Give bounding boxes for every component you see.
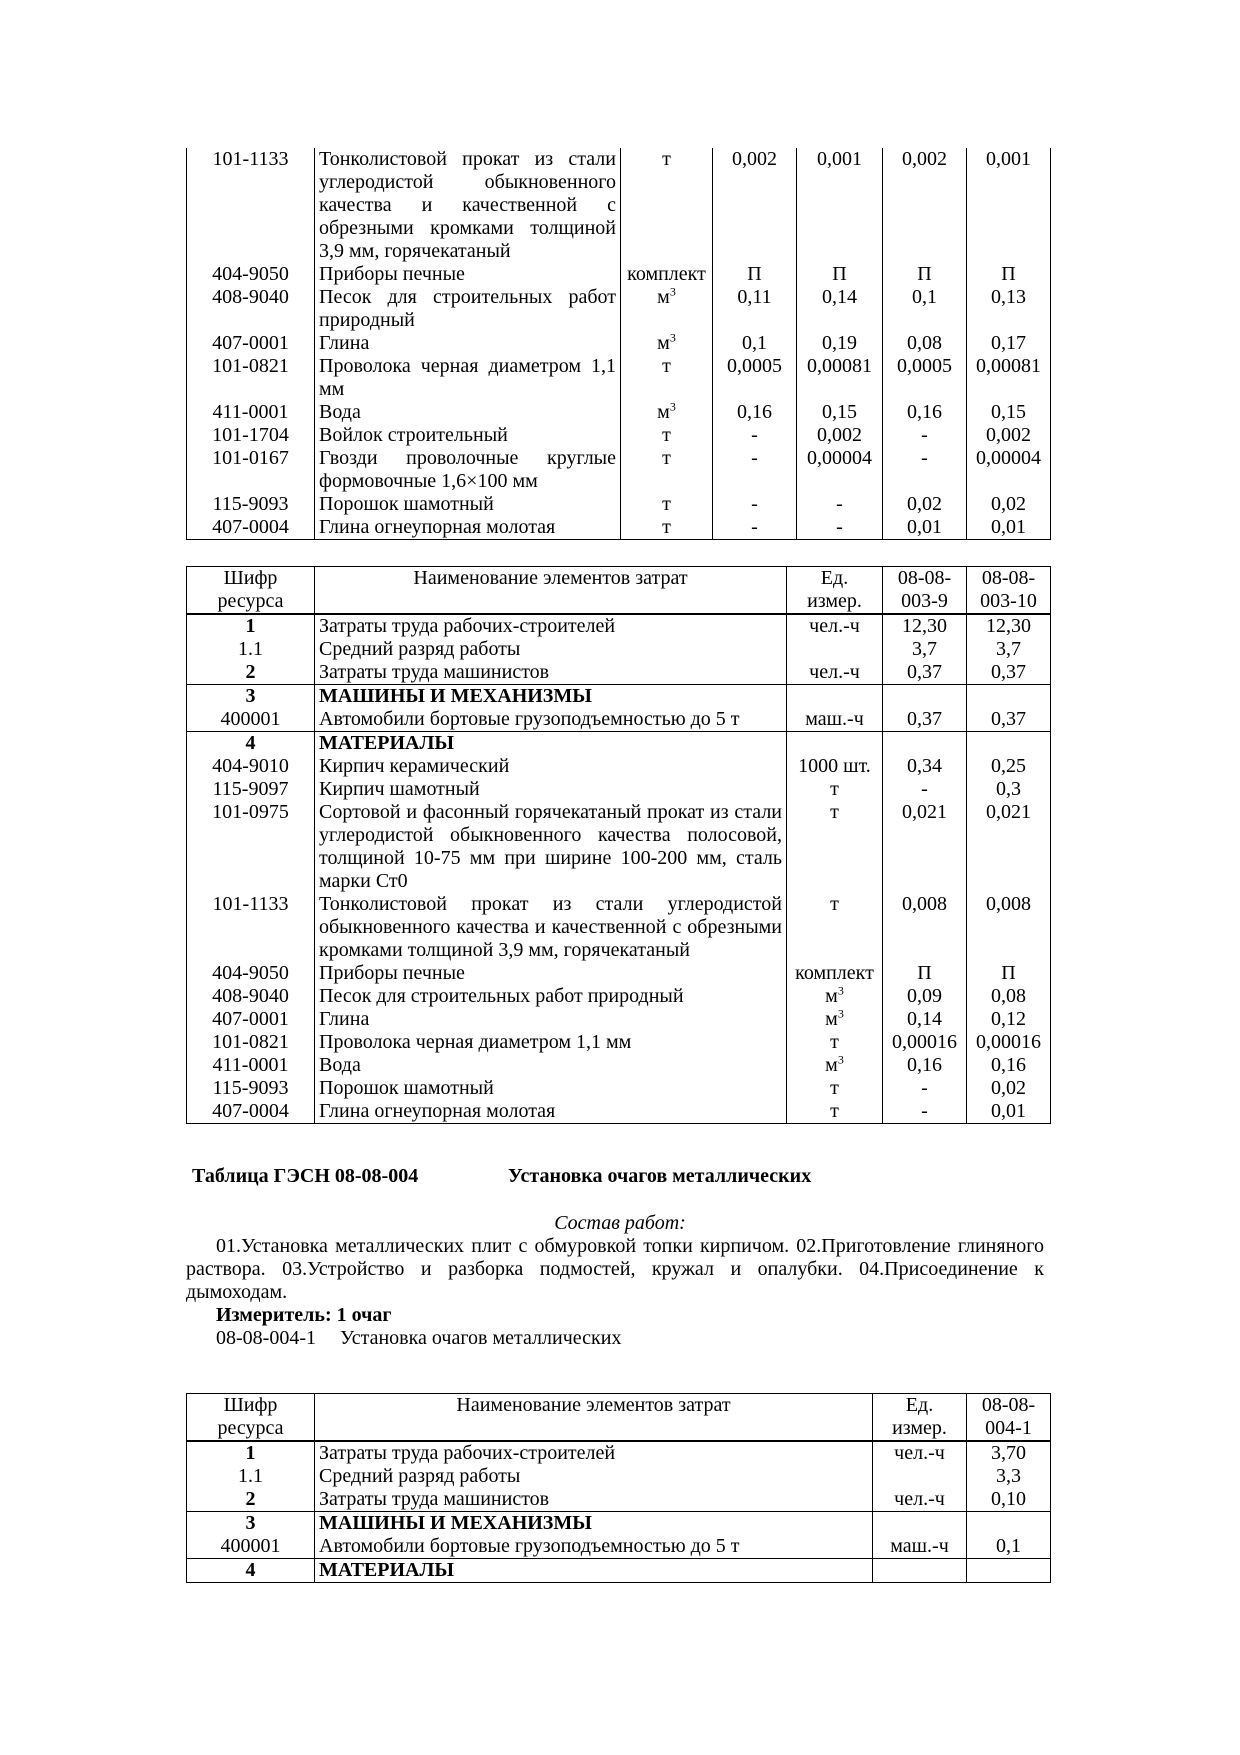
resource-name: Затраты труда рабочих-строителей	[315, 1441, 873, 1465]
norm-value-2: 0,02	[967, 1077, 1051, 1100]
resource-code: 4	[187, 732, 315, 756]
norm-value-2: 0,15	[797, 401, 883, 424]
norm-value-1	[967, 1512, 1051, 1536]
resource-code: 404-9050	[212, 263, 289, 285]
norm-value-2	[967, 732, 1051, 756]
resource-unit: чел.-ч	[787, 661, 883, 685]
norm-value-2: 0,08	[967, 985, 1051, 1008]
table-row	[187, 614, 1051, 638]
norm-value-1: -	[883, 778, 967, 801]
norm-value-1: 0,16	[713, 401, 797, 424]
table-header-row	[187, 1394, 1051, 1442]
norm-value-4: 0,15	[967, 401, 1051, 424]
table-row	[187, 778, 1051, 801]
resource-code: 101-1133	[187, 893, 315, 962]
resource-code: 101-0821	[187, 1031, 315, 1054]
norm-value-1	[883, 732, 967, 756]
resource-unit: $м^3$	[787, 985, 883, 1008]
norm-line	[216, 1327, 621, 1350]
norm-value-1: 0,34	[883, 755, 967, 778]
norm-value-1: 0,1	[713, 332, 797, 355]
norm-value-1: 0,0005	[713, 355, 797, 401]
norm-value-1: 0,00016	[883, 1031, 967, 1054]
resource-code: 115-9097	[187, 778, 315, 801]
resource-unit	[787, 732, 883, 756]
resource-unit: маш.-ч	[873, 1535, 967, 1559]
resource-code: 1.1	[187, 638, 315, 661]
resource-name: Тонколистовой прокат из стали углеродистой обыкновенного качества и качественной с обрезными кромками толщиной 3,9 мм, горячекатаный	[315, 893, 787, 962]
table-row	[187, 708, 1051, 732]
table-row	[187, 1008, 1051, 1031]
resource-code: 404-9050	[187, 962, 315, 985]
norm-value-2: 0,12	[967, 1008, 1051, 1031]
measure-unit: Измеритель: 1 очаг	[216, 1304, 392, 1326]
table-row	[187, 962, 1051, 985]
resource-code: 400001	[187, 1535, 315, 1559]
table-row	[187, 1488, 1051, 1512]
table-row	[187, 661, 1051, 685]
norm-value-1: 0,11	[713, 286, 797, 332]
resource-code: 408-9040	[187, 985, 315, 1008]
norm-value-2: 0,37	[967, 661, 1051, 685]
resource-name: Песок для строительных работ природный	[315, 286, 621, 332]
resource-code: 407-0001	[187, 1008, 315, 1031]
resource-name: Средний разряд работы	[315, 638, 787, 661]
resource-unit: $м^3$	[787, 1008, 883, 1031]
norm-value-1: 3,70	[967, 1441, 1051, 1465]
table-row	[187, 1441, 1051, 1465]
norm-value-1: -	[883, 1100, 967, 1124]
resource-code: 400001	[187, 708, 315, 732]
resource-unit: $м^3$	[621, 401, 713, 424]
table-row	[187, 1100, 1051, 1124]
norm-value-3: 0,002	[883, 148, 967, 263]
table-row	[187, 148, 1051, 263]
section-row	[187, 1559, 1051, 1583]
resource-code: 101-0975	[187, 801, 315, 893]
resource-name: Глина	[315, 1008, 787, 1031]
resource-unit: чел.-ч	[873, 1441, 967, 1465]
table-row	[187, 638, 1051, 661]
resource-name: Затраты труда рабочих-строителей	[315, 614, 787, 638]
resource-unit: т	[787, 1077, 883, 1100]
resource-name: Затраты труда машинистов	[315, 1488, 873, 1512]
norm-value-3: -	[883, 447, 967, 493]
header-name: Наименование элементов затрат	[315, 567, 787, 615]
header-norm-1: 08-08-003-9	[883, 567, 967, 615]
norm-value-2: П	[797, 263, 883, 286]
resource-code: 2	[187, 661, 315, 685]
resource-name: Проволока черная диаметром 1,1 мм	[315, 355, 621, 401]
resource-code: 1	[187, 614, 315, 638]
resource-code: 4	[187, 1559, 315, 1583]
norm-value-2: 0,16	[967, 1054, 1051, 1077]
resource-name: Войлок строительный	[315, 424, 621, 447]
works-description: 01.Установка металлических плит с обмуровкой топки кирпичом. 02.Приготовление глиняного раствора. 03.Устройство и разборка подмостей, кружал и опалубки. 04.Присоединение к дымоходам.	[186, 1235, 1044, 1303]
resource-name: Приборы печные	[315, 962, 787, 985]
resource-unit: маш.-ч	[787, 708, 883, 732]
norm-value-1: П	[713, 263, 797, 286]
norm-value-2: -	[797, 516, 883, 540]
table-row	[187, 1535, 1051, 1559]
resource-unit: т	[621, 493, 713, 516]
norm-value-2	[967, 685, 1051, 709]
norm-code: 08-08-004-1	[216, 1327, 316, 1349]
norm-value-2: 12,30	[967, 614, 1051, 638]
resource-unit: $м^3$	[621, 332, 713, 355]
table-row	[187, 447, 1051, 493]
resource-code: 101-1133	[212, 148, 289, 170]
norm-value-2: 0,021	[967, 801, 1051, 893]
resource-name: Глина огнеупорная молотая	[315, 516, 621, 540]
section-row	[187, 685, 1051, 709]
norm-value-1: 3,7	[883, 638, 967, 661]
table-row	[187, 332, 1051, 355]
resource-unit: т	[621, 355, 713, 401]
table-row	[187, 1465, 1051, 1488]
norm-value-2: 0,00004	[797, 447, 883, 493]
table-row	[187, 263, 1051, 286]
table-row	[187, 1031, 1051, 1054]
resource-code: 101-0167	[212, 447, 289, 469]
table-row	[187, 1077, 1051, 1100]
resource-name: Вода	[315, 401, 621, 424]
norm-value-1: 0,1	[967, 1535, 1051, 1559]
resource-code: 1	[187, 1441, 315, 1465]
resource-unit: $м^3$	[621, 286, 713, 332]
header-norm-1: 08-08-004-1	[967, 1394, 1051, 1442]
resource-code: 404-9010	[187, 755, 315, 778]
resource-name: Кирпич шамотный	[315, 778, 787, 801]
norm-value-4: 0,00081	[967, 355, 1051, 401]
norm-value-4: 0,02	[967, 493, 1051, 516]
norm-value-3: 0,01	[883, 516, 967, 540]
resource-unit	[787, 685, 883, 709]
norm-value-2: П	[967, 962, 1051, 985]
norm-value-4: 0,002	[967, 424, 1051, 447]
resource-code: 411-0001	[212, 401, 289, 423]
norm-value-1: 12,30	[883, 614, 967, 638]
table-header-row	[187, 567, 1051, 615]
works-label: Состав работ:	[554, 1212, 686, 1234]
norm-value-2: 0,14	[797, 286, 883, 332]
header-code: Шифр ресурса	[187, 567, 315, 615]
norm-value-3: 0,02	[883, 493, 967, 516]
resource-code: 1.1	[187, 1465, 315, 1488]
resource-name: Тонколистовой прокат из стали углеродистой обыкновенного качества и качественной с обрезными кромками толщиной 3,9 мм, горячекатаный	[315, 148, 621, 263]
norm-value-1: -	[713, 424, 797, 447]
resource-unit: т	[787, 801, 883, 893]
norm-value-1: 0,021	[883, 801, 967, 893]
norm-value-2: 0,37	[967, 708, 1051, 732]
norm-value-3: 0,1	[883, 286, 967, 332]
resource-code: 3	[187, 685, 315, 709]
table-row	[187, 401, 1051, 424]
header-unit: Ед. измер.	[873, 1394, 967, 1442]
resource-unit: чел.-ч	[787, 614, 883, 638]
resource-code: 115-9093	[212, 493, 289, 515]
resource-name: Автомобили бортовые грузоподъемностью до 5 т	[315, 1535, 873, 1559]
norm-value-1: -	[883, 1077, 967, 1100]
resource-name: Глина огнеупорная молотая	[315, 1100, 787, 1124]
resource-name: Автомобили бортовые грузоподъемностью до 5 т	[315, 708, 787, 732]
resource-name: МАТЕРИАЛЫ	[315, 732, 787, 756]
resource-unit	[873, 1512, 967, 1536]
resource-name: Проволока черная диаметром 1,1 мм	[315, 1031, 787, 1054]
norm-name: Установка очагов металлических	[339, 1327, 622, 1349]
resource-code: 411-0001	[187, 1054, 315, 1077]
resource-name: Затраты труда машинистов	[315, 661, 787, 685]
resource-unit: комплект	[621, 263, 713, 286]
resource-name: Гвозди проволочные круглые формовочные 1,6×100 мм	[315, 447, 621, 493]
resource-name: Порошок шамотный	[315, 493, 621, 516]
norm-value-3: 0,16	[883, 401, 967, 424]
norm-value-1: -	[713, 493, 797, 516]
norm-value-1: 0,37	[883, 661, 967, 685]
resource-unit: т	[621, 424, 713, 447]
resource-unit	[787, 638, 883, 661]
table-code: Таблица ГЭСН 08-08-004	[192, 1165, 419, 1187]
resource-name: Глина	[315, 332, 621, 355]
table-row	[187, 1054, 1051, 1077]
norm-value-4: 0,17	[967, 332, 1051, 355]
header-unit: Ед. измер.	[787, 567, 883, 615]
resource-unit	[873, 1559, 967, 1583]
resource-unit: 1000 шт.	[787, 755, 883, 778]
resource-table-08-08-004	[186, 1393, 1051, 1583]
norm-value-1: 3,3	[967, 1465, 1051, 1488]
norm-value-1: 0,002	[713, 148, 797, 263]
table-row	[187, 516, 1051, 540]
resource-unit: т	[787, 893, 883, 962]
resource-name: МАШИНЫ И МЕХАНИЗМЫ	[315, 1512, 873, 1536]
norm-value-1: 0,37	[883, 708, 967, 732]
resource-name: МАТЕРИАЛЫ	[315, 1559, 873, 1583]
norm-value-4: П	[967, 263, 1051, 286]
norm-value-1: П	[883, 962, 967, 985]
resource-unit: т	[621, 148, 713, 263]
norm-value-2: 3,7	[967, 638, 1051, 661]
resource-unit: т	[787, 778, 883, 801]
norm-value-2: 0,00016	[967, 1031, 1051, 1054]
norm-value-3: 0,0005	[883, 355, 967, 401]
norm-value-3: П	[883, 263, 967, 286]
table-row	[187, 801, 1051, 893]
table-name: Установка очагов металлических	[508, 1165, 812, 1187]
table-row	[187, 355, 1051, 401]
norm-value-2: -	[797, 493, 883, 516]
norm-value-4: 0,00004	[967, 447, 1051, 493]
section-row	[187, 1512, 1051, 1536]
table-row	[187, 893, 1051, 962]
resource-code: 101-1704	[212, 424, 289, 446]
resource-name: Порошок шамотный	[315, 1077, 787, 1100]
resource-code: 115-9093	[187, 1077, 315, 1100]
norm-value-1: 0,10	[967, 1488, 1051, 1512]
norm-value-1: 0,16	[883, 1054, 967, 1077]
resource-code: 407-0004	[187, 1100, 315, 1124]
norm-value-2: 0,3	[967, 778, 1051, 801]
norm-value-2: 0,001	[797, 148, 883, 263]
header-code: Шифр ресурса	[187, 1394, 315, 1442]
resource-name: Средний разряд работы	[315, 1465, 873, 1488]
resource-code: 408-9040	[212, 286, 289, 308]
norm-value-1: 0,09	[883, 985, 967, 1008]
resource-unit: чел.-ч	[873, 1488, 967, 1512]
table-row	[187, 755, 1051, 778]
resource-table-continuation	[186, 148, 1051, 540]
resource-name: Приборы печные	[315, 263, 621, 286]
resource-name: Кирпич керамический	[315, 755, 787, 778]
resource-name: Вода	[315, 1054, 787, 1077]
resource-code: 407-0004	[212, 516, 289, 538]
resource-unit: т	[787, 1031, 883, 1054]
resource-table-08-08-003	[186, 566, 1051, 1124]
resource-unit: комплект	[787, 962, 883, 985]
table-row	[187, 286, 1051, 332]
resource-name: Песок для строительных работ природный	[315, 985, 787, 1008]
resource-name: МАШИНЫ И МЕХАНИЗМЫ	[315, 685, 787, 709]
norm-value-2: 0,01	[967, 1100, 1051, 1124]
norm-value-1	[967, 1559, 1051, 1583]
table-row	[187, 493, 1051, 516]
resource-unit: $м^3$	[787, 1054, 883, 1077]
norm-value-1: -	[713, 447, 797, 493]
header-norm-2: 08-08-003-10	[967, 567, 1051, 615]
norm-value-4: 0,13	[967, 286, 1051, 332]
norm-value-2: 0,008	[967, 893, 1051, 962]
resource-code: 3	[187, 1512, 315, 1536]
resource-unit: т	[787, 1100, 883, 1124]
norm-value-1	[883, 685, 967, 709]
section-row	[187, 732, 1051, 756]
norm-value-2: 0,002	[797, 424, 883, 447]
norm-value-4: 0,001	[967, 148, 1051, 263]
resource-name: Сортовой и фасонный горячекатаный прокат из стали углеродистой обыкновенного качества полосовой, толщиной 10-75 мм при ширине 100-200 мм, сталь марки Ст0	[315, 801, 787, 893]
resource-code: 407-0001	[212, 332, 289, 354]
norm-value-3: -	[883, 424, 967, 447]
resource-unit	[873, 1465, 967, 1488]
header-name: Наименование элементов затрат	[315, 1394, 873, 1442]
table-row	[187, 424, 1051, 447]
resource-code: 2	[187, 1488, 315, 1512]
norm-value-2: 0,00081	[797, 355, 883, 401]
resource-unit: т	[621, 516, 713, 540]
norm-value-1: 0,008	[883, 893, 967, 962]
norm-value-1: 0,14	[883, 1008, 967, 1031]
table-row	[187, 985, 1051, 1008]
norm-value-3: 0,08	[883, 332, 967, 355]
norm-value-2: 0,25	[967, 755, 1051, 778]
norm-value-2: 0,19	[797, 332, 883, 355]
norm-value-1: -	[713, 516, 797, 540]
resource-code: 101-0821	[212, 355, 289, 377]
resource-unit: т	[621, 447, 713, 493]
norm-value-4: 0,01	[967, 516, 1051, 540]
